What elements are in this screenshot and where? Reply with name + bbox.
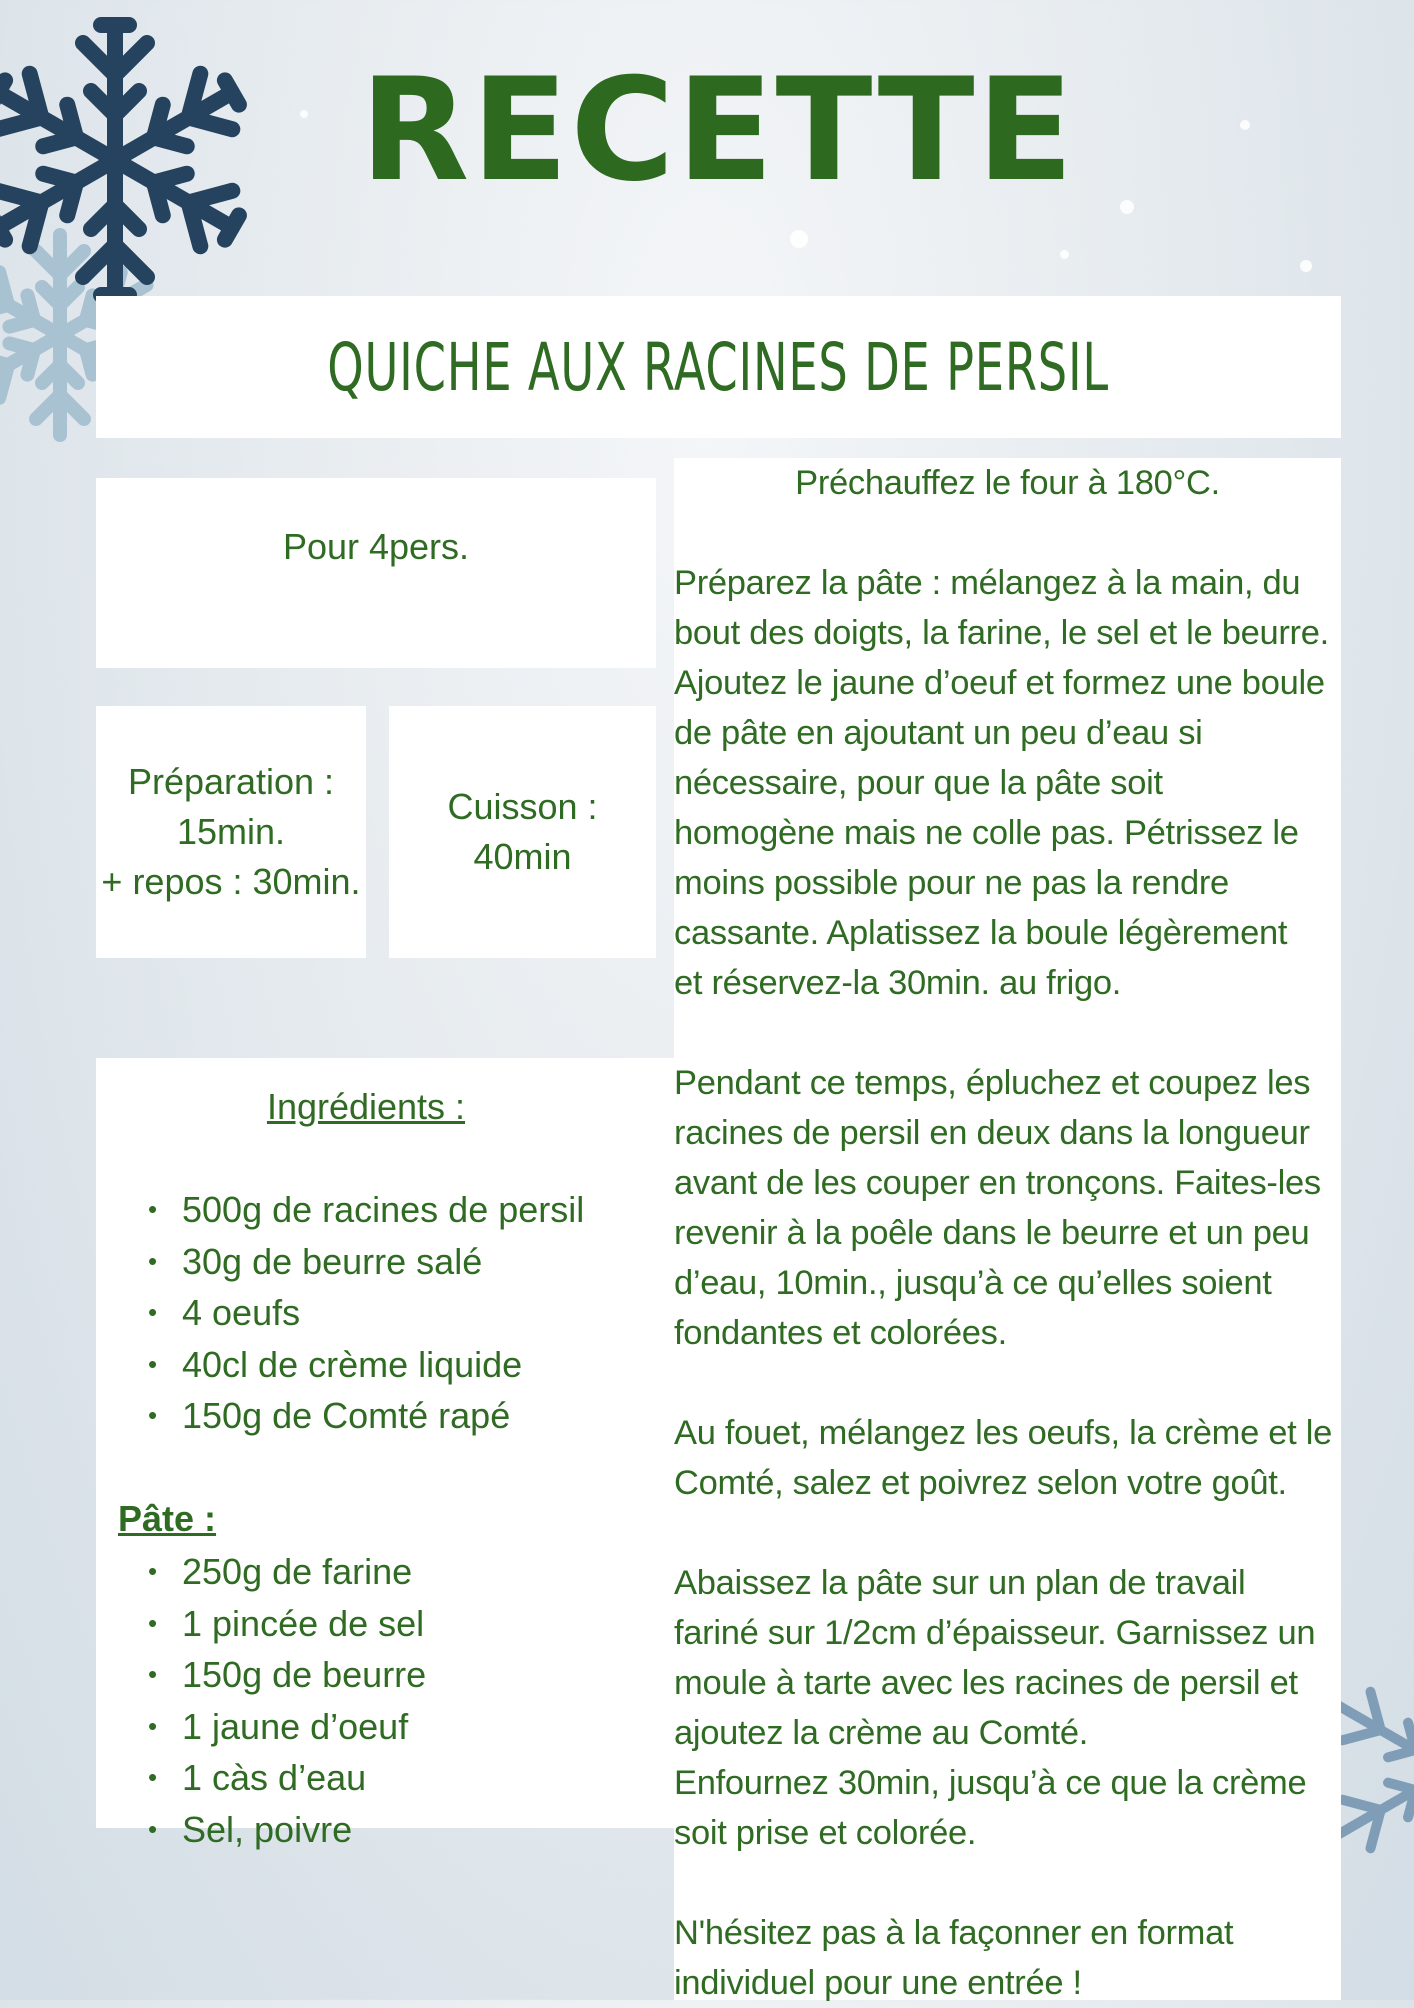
step-line: moule à tarte avec les racines de persil et [674,1664,1298,1702]
snow-sparkle [1060,250,1069,259]
pastry-ingredients-list [96,1546,656,1855]
step-line: racines de persil en deux dans la longueur [674,1114,1310,1152]
servings-box [96,478,656,668]
preheat-step: Préchauffez le four à 180°C. [795,464,1220,502]
cook-time: 40min [473,836,572,877]
step-line: cassante. Aplatissez la boule légèrement [674,914,1288,952]
step-line: fondantes et colorées. [674,1314,1007,1352]
cook-label: Cuisson : [447,786,598,827]
instructions-text [674,458,1341,2008]
cooking-time-box [389,706,656,958]
snow-sparkle [1120,200,1134,214]
step-line: nécessaire, pour que la pâte soit [674,764,1163,802]
step-line: bout des doigts, la farine, le sel et le beurre. [674,614,1329,652]
list-item: • 250g de farine [96,1546,656,1598]
snow-sparkle [1300,260,1312,272]
step-line: N'hésitez pas à la façonner en format [674,1914,1234,1952]
list-item: • Sel, poivre [96,1804,656,1856]
list-item: • 150g de beurre [96,1649,656,1701]
preparation-time-box [96,706,366,958]
step-line: Pendant ce temps, épluchez et coupez les [674,1064,1311,1102]
step-line: d’eau, 10min., jusqu’à ce qu’elles soient [674,1264,1272,1302]
step-line: individuel pour une entrée ! [674,1964,1082,2002]
step-line: Abaissez la pâte sur un plan de travail [674,1564,1246,1602]
step-line: Enfournez 30min, jusqu’à ce que la crème [674,1764,1307,1802]
step-line: Au fouet, mélangez les oeufs, la crème et le [674,1414,1333,1452]
step-line: moins possible pour ne pas la rendre [674,864,1229,902]
snowflake-icon [1330,1620,1414,1920]
step-line: ajoutez la crème au Comté. [674,1714,1089,1752]
ingredients-heading: Ingrédients : [266,1086,466,1127]
dish-title: QUICHE AUX RACINES DE PERSIL [327,328,1110,406]
step-line: revenir à la poêle dans le beurre et un peu [674,1214,1310,1252]
prep-time: 15min. [176,811,286,852]
dish-title-box [96,296,1341,438]
step-line: de pâte en ajoutant un peu d’eau si [674,714,1203,752]
list-item: • 150g de Comté rapé [96,1390,656,1442]
snow-sparkle [790,230,808,248]
ingredients-list [96,1184,656,1442]
list-item: • 1 pincée de sel [96,1598,656,1650]
ingredients-box [96,1058,674,1850]
list-item: • 40cl de crème liquide [96,1339,656,1391]
list-item: • 4 oeufs [96,1287,656,1339]
step-line: Préparez la pâte : mélangez à la main, du [674,564,1301,602]
list-item: • 1 càs d’eau [96,1752,656,1804]
list-item: • 1 jaune d’oeuf [96,1701,656,1753]
prep-label: Préparation : [127,761,335,802]
servings-text: Pour 4pers. [282,526,470,567]
step-line: Comté, salez et poivrez selon votre goût. [674,1464,1287,1502]
step-line: et réservez-la 30min. au frigo. [674,964,1122,1002]
instructions-box [674,458,1341,2000]
snowflake-icon [0,10,270,310]
snow-sparkle [1240,120,1250,130]
rest-time: + repos : 30min. [101,861,361,902]
snow-sparkle [300,110,308,118]
list-item: • 30g de beurre salé [96,1236,656,1288]
step-line: avant de les couper en tronçons. Faites-les [674,1164,1321,1202]
pastry-heading: Pâte : [118,1498,217,1539]
page-title: RECETTE [360,48,1076,213]
step-line: Ajoutez le jaune d’oeuf et formez une boule [674,664,1325,702]
step-line: fariné sur 1/2cm d’épaisseur. Garnissez un [674,1614,1316,1652]
step-line: soit prise et colorée. [674,1814,977,1852]
step-line: homogène mais ne colle pas. Pétrissez le [674,814,1299,852]
list-item: • 500g de racines de persil [96,1184,656,1236]
